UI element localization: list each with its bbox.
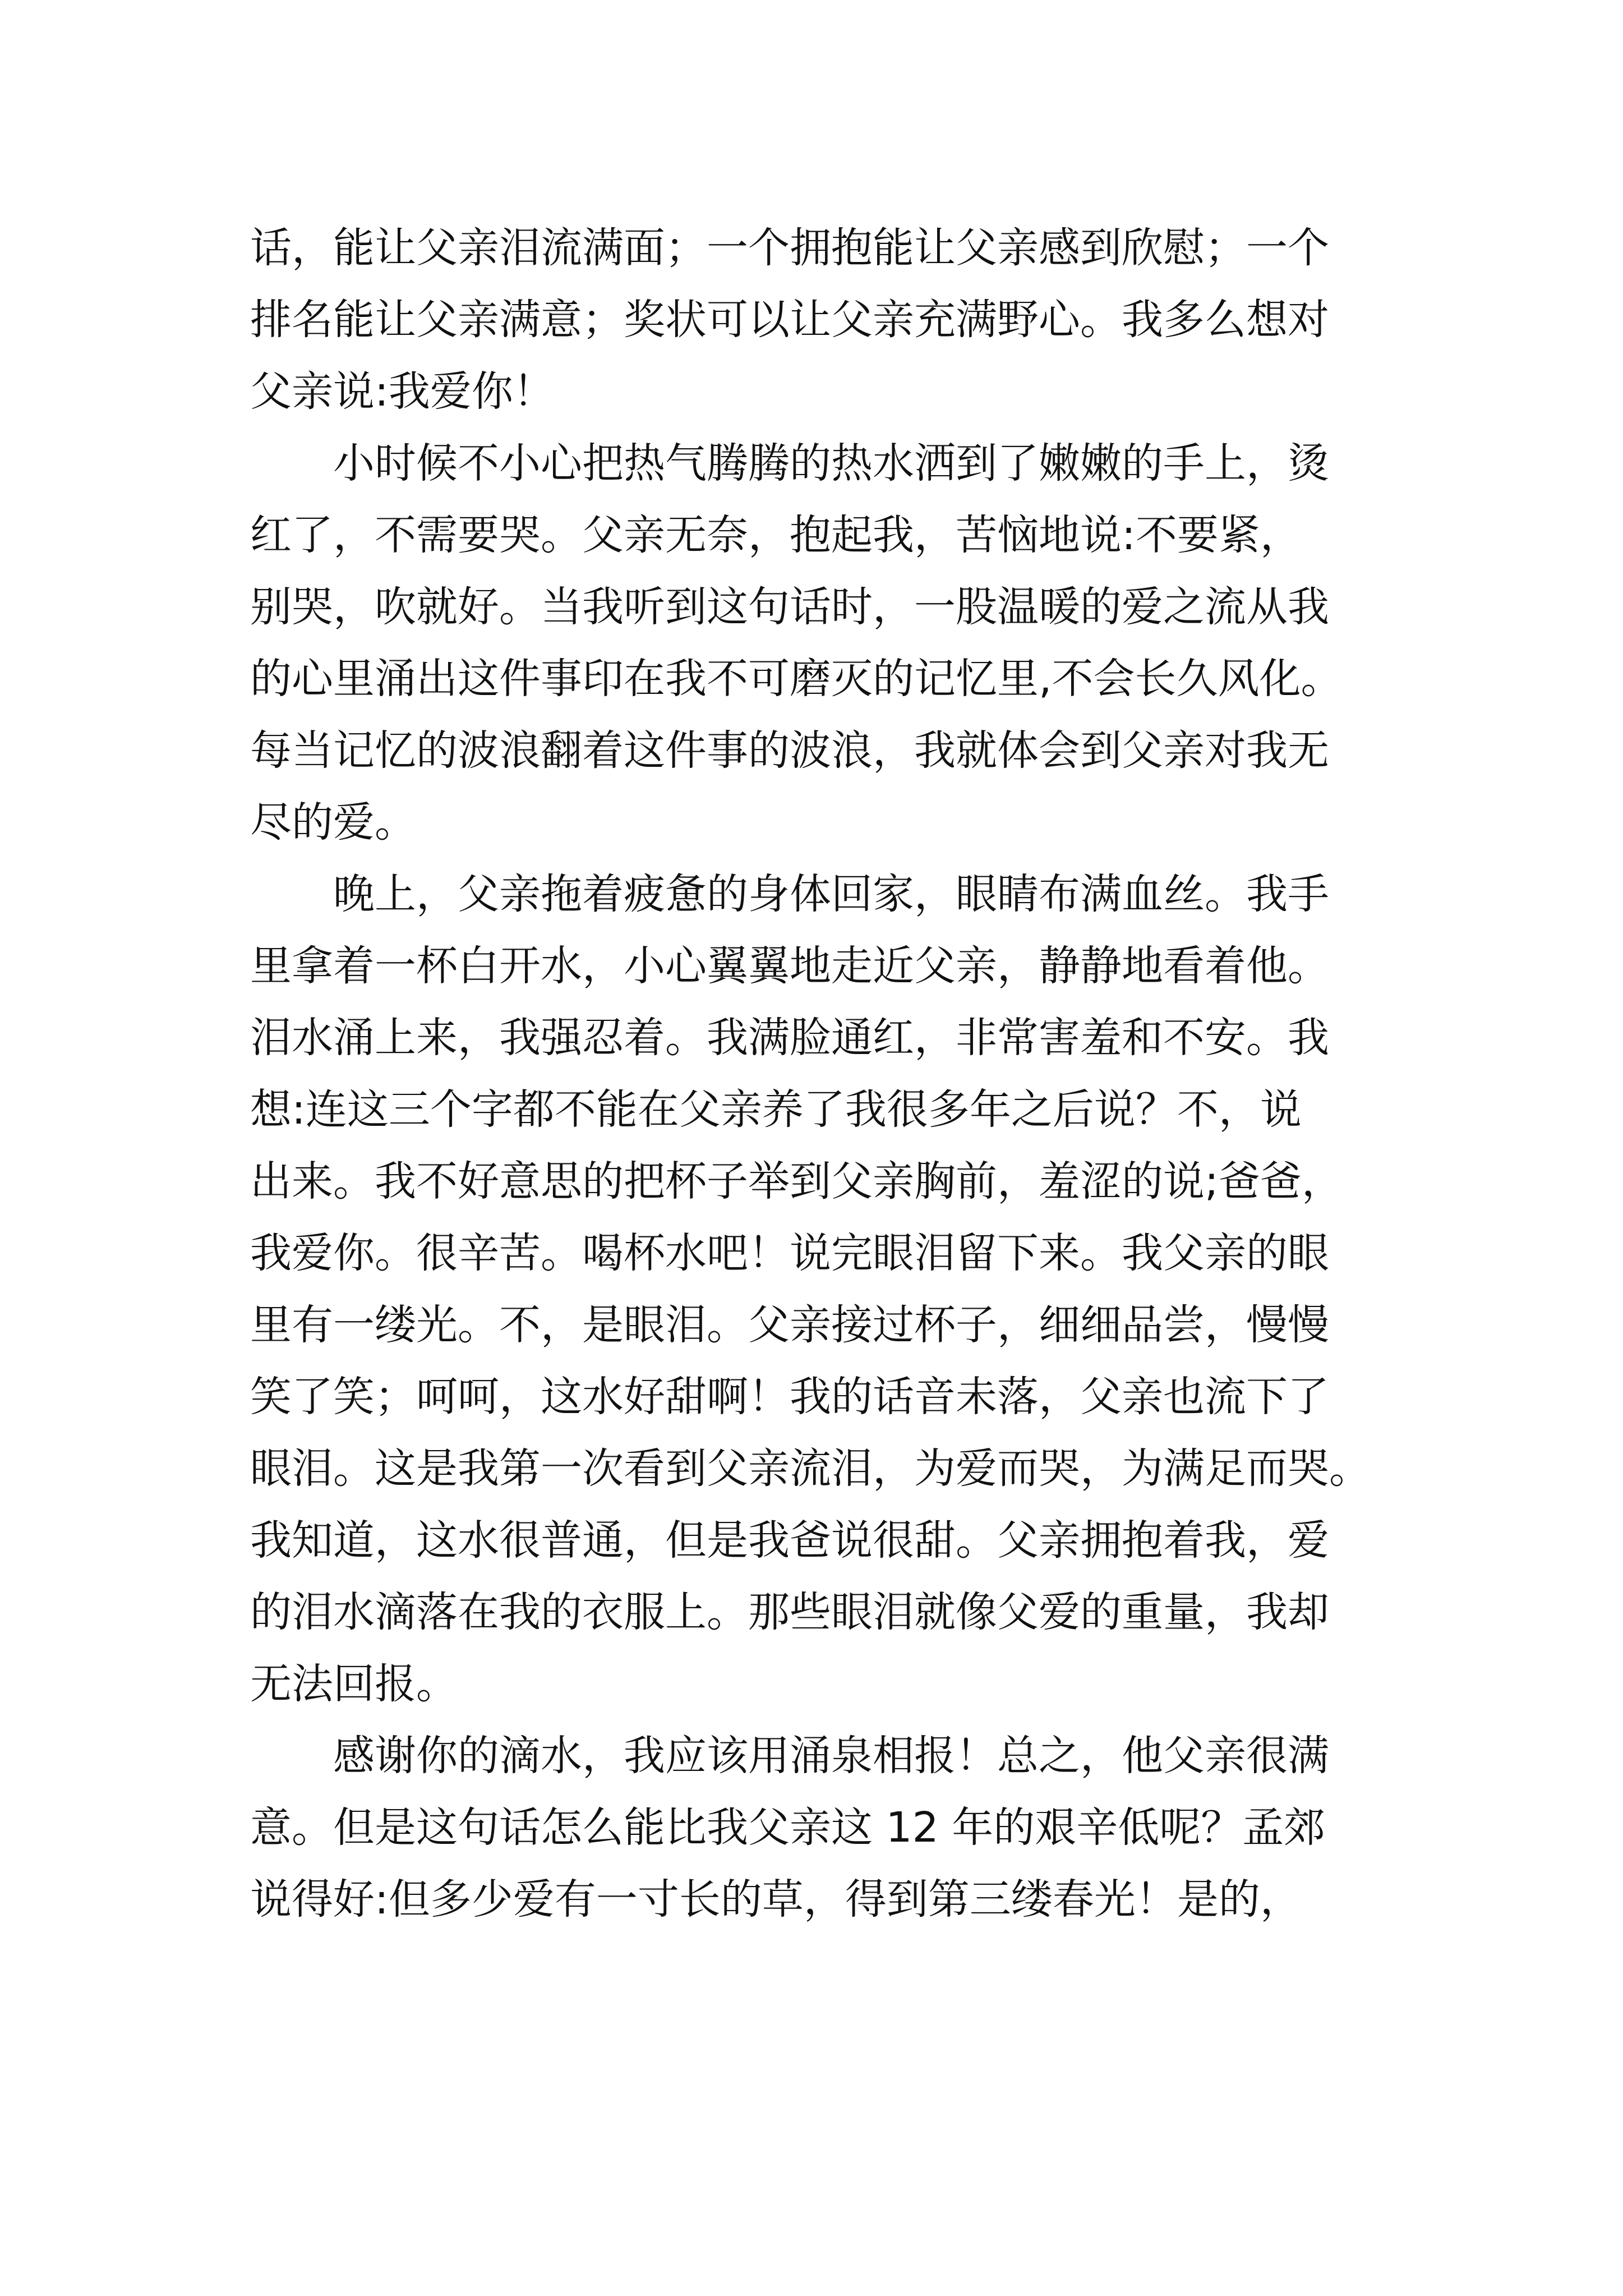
paragraph-start-line: 晚上，父亲拖着疲惫的身体回家，眼睛布满血丝。我手: [333, 870, 1329, 918]
text-line: 我爱你。很辛苦。喝杯水吧！说完眼泪留下来。我父亲的眼: [250, 1229, 1329, 1277]
text-line: 说得好:但多少爱有一寸长的草，得到第三缕春光！是的，: [250, 1875, 1302, 1924]
text-line: 尽的爱。: [250, 798, 416, 846]
text-line: 我知道，这水很普通，但是我爸说很甜。父亲拥抱着我，爱: [250, 1516, 1329, 1565]
text-line: 里有一缕光。不，是眼泪。父亲接过杯子，细细品尝，慢慢: [250, 1301, 1329, 1349]
text-line: 的心里涌出这件事印在我不可磨灭的记忆里,不会长久风化。: [250, 655, 1343, 703]
text-line: 笑了笑；呵呵，这水好甜啊！我的话音未落，父亲也流下了: [250, 1373, 1329, 1421]
text-line: 意。但是这句话怎么能比我父亲这 12 年的艰辛低呢？孟郊: [250, 1803, 1326, 1852]
text-line: 别哭，吹就好。当我听到这句话时，一股温暖的爱之流从我: [250, 583, 1329, 631]
paragraph-start-line: 感谢你的滴水，我应该用涌泉相报！总之，他父亲很满: [333, 1732, 1329, 1780]
text-line: 排名能让父亲满意；奖状可以让父亲充满野心。我多么想对: [250, 296, 1329, 344]
text-line: 里拿着一杯白开水，小心翼翼地走近父亲，静静地看着他。: [250, 942, 1329, 990]
paragraph-start-line: 小时候不小心把热气腾腾的热水洒到了嫩嫩的手上，烫: [333, 439, 1329, 487]
text-line: 红了，不需要哭。父亲无奈，抱起我，苦恼地说:不要紧，: [250, 511, 1302, 559]
text-line: 每当记忆的波浪翻着这件事的波浪，我就体会到父亲对我无: [250, 726, 1329, 775]
body-text: [250, 212, 1389, 1935]
text-line: 话，能让父亲泪流满面；一个拥抱能让父亲感到欣慰；一个: [250, 224, 1329, 272]
text-line: 泪水涌上来，我强忍着。我满脸通红，非常害羞和不安。我: [250, 1014, 1329, 1062]
text-line: 父亲说:我爱你！: [250, 367, 555, 416]
text-line: 眼泪。这是我第一次看到父亲流泪，为爱而哭，为满足而哭。: [250, 1444, 1371, 1493]
text-line: 无法回报。: [250, 1660, 458, 1708]
text-line: 的泪水滴落在我的衣服上。那些眼泪就像父爱的重量，我却: [250, 1588, 1329, 1636]
text-line: 想:连这三个字都不能在父亲养了我很多年之后说？不，说: [250, 1085, 1302, 1134]
text-line: 出来。我不好意思的把杯子举到父亲胸前，羞涩的说;爸爸，: [250, 1157, 1343, 1205]
